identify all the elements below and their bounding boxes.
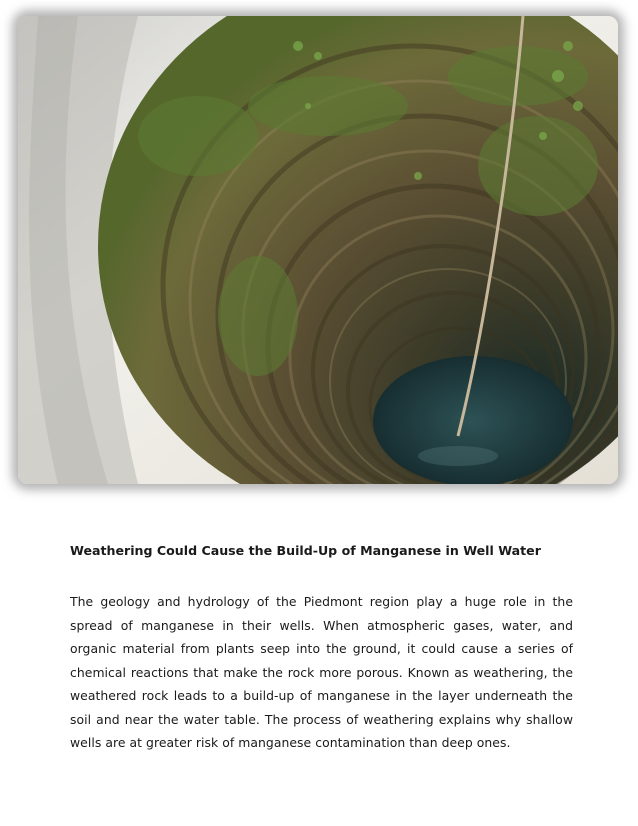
article-heading: Weathering Could Cause the Build-Up of Manganese in Well Water bbox=[70, 543, 541, 558]
well-illustration bbox=[18, 16, 618, 484]
article-paragraph: The geology and hydrology of the Piedmont region play a huge role in the spread of manganese in their wells. When atmospheric gases, water, and organic material from plants seep into the ground, it could cause a series of chemical reactions that make the rock more porous. Known as weathering, the weathered rock leads to a build-up of manganese in the layer underneath the soil and near the water table. The process of weathering explains why shallow wells are at greater risk of manganese contamination than deep ones. bbox=[70, 594, 573, 750]
well-photo bbox=[18, 16, 618, 484]
